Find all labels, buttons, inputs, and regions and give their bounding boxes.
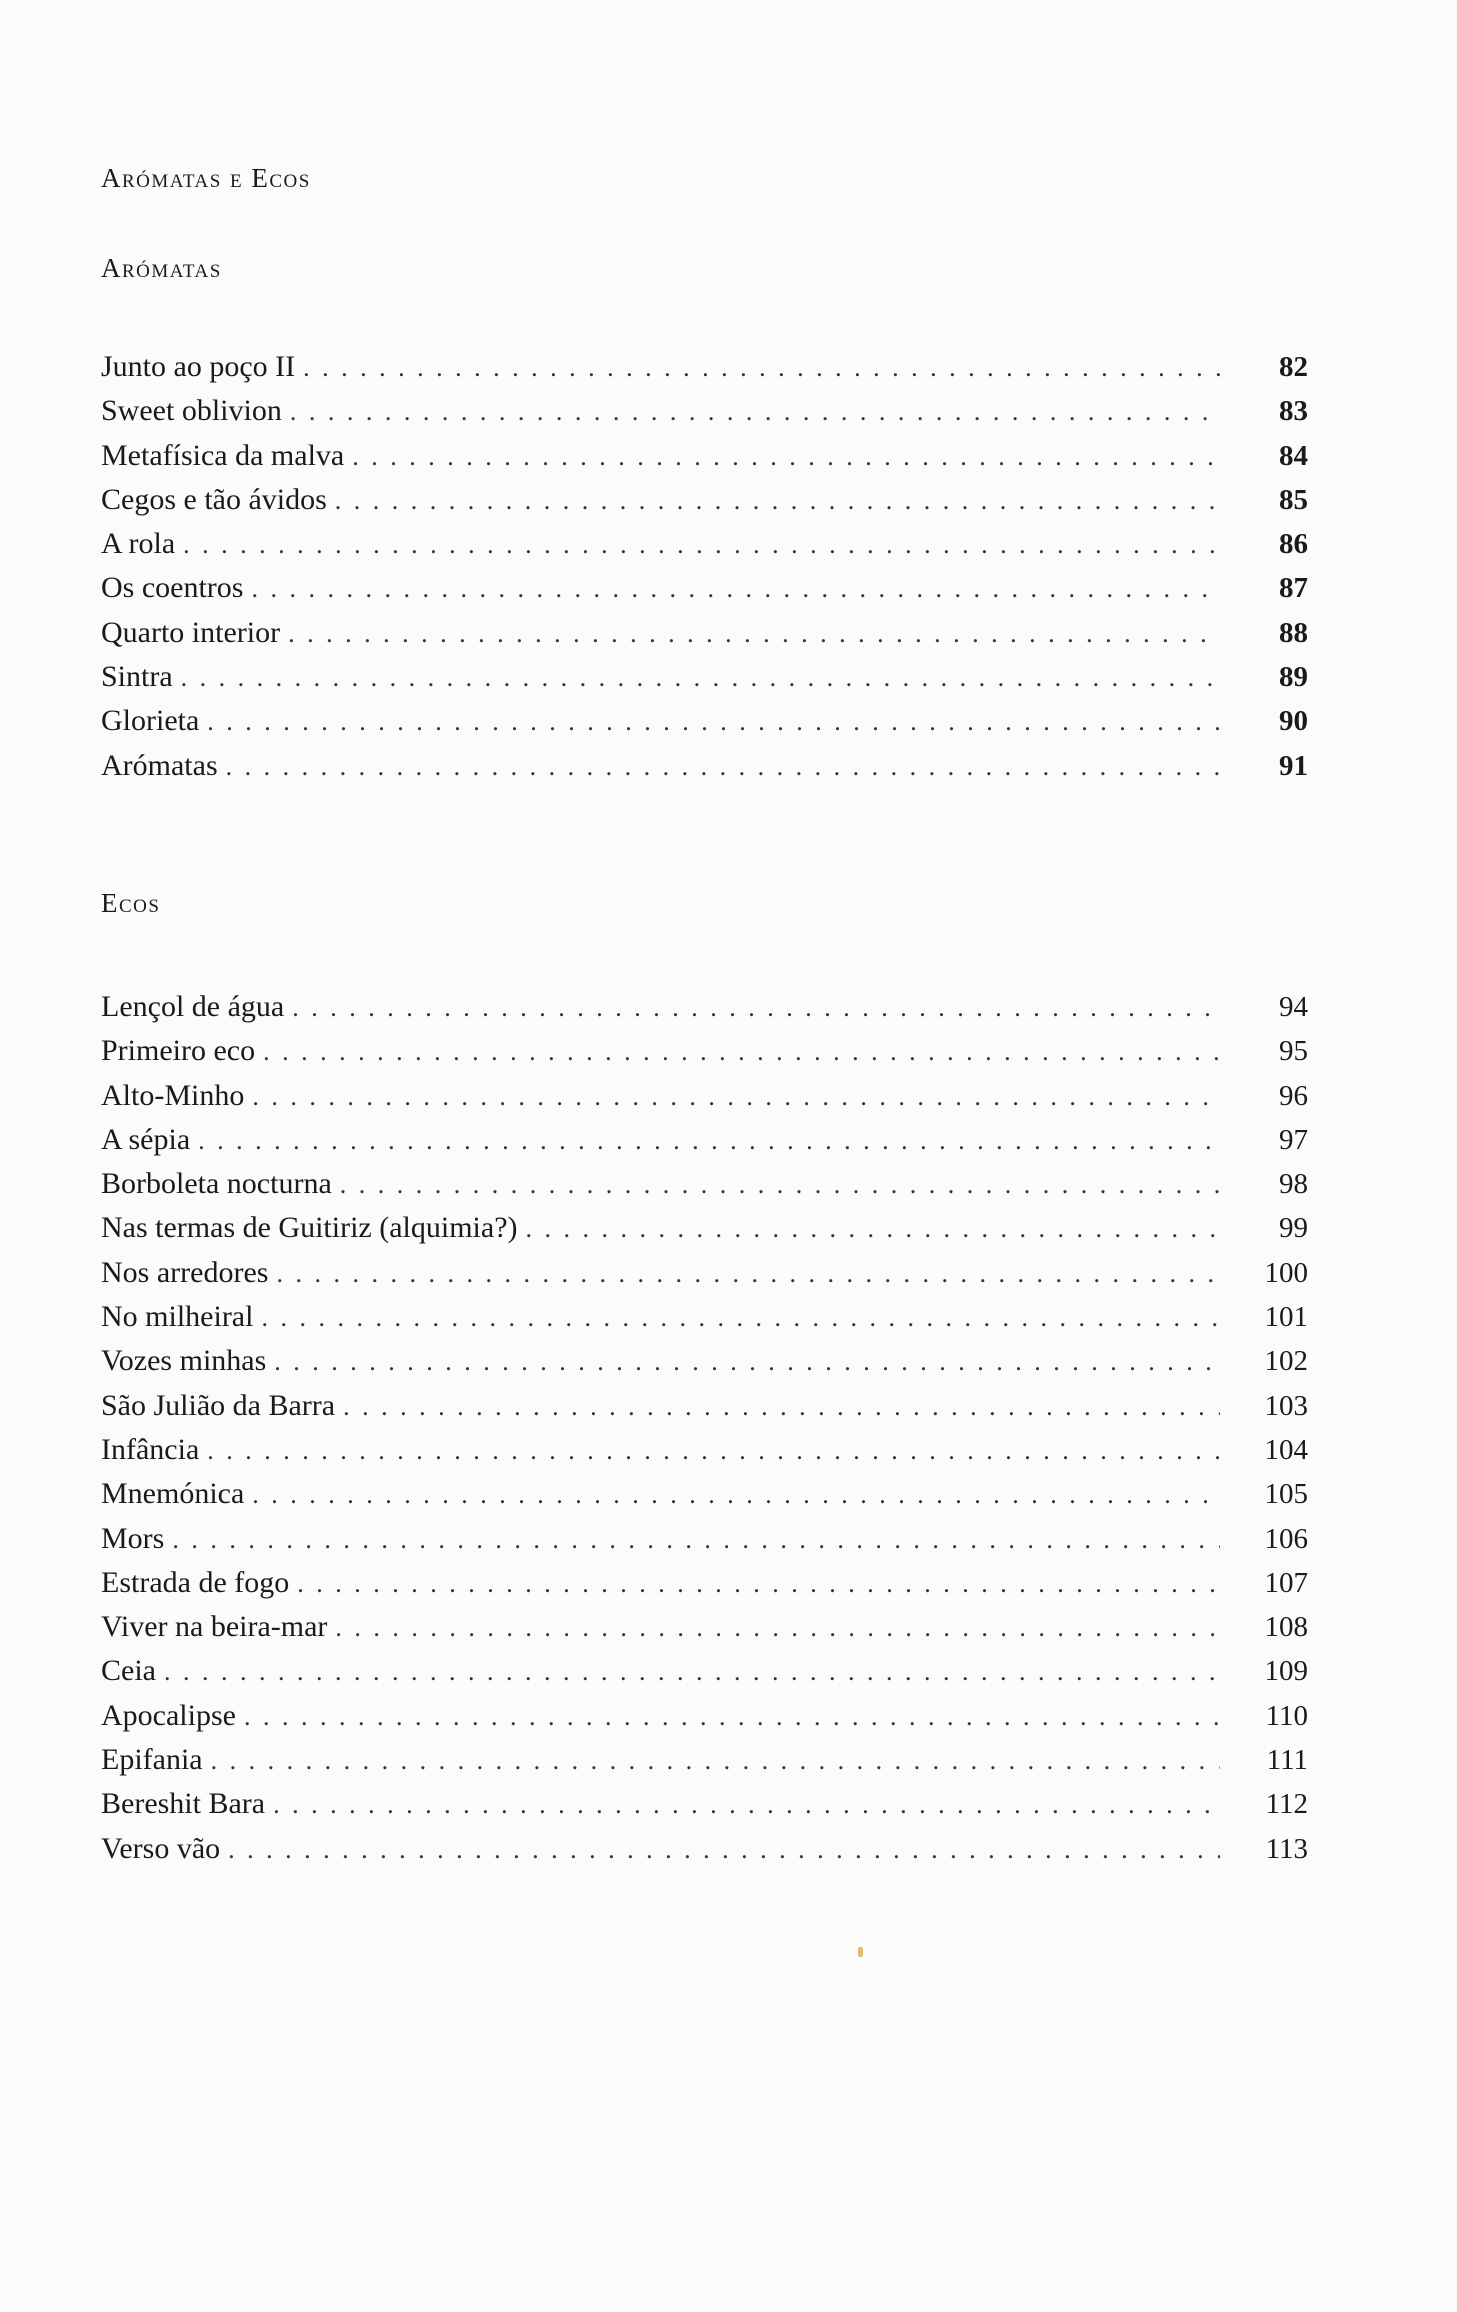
- toc-entry-page-number: 85: [1279, 483, 1308, 516]
- toc-entry-title: Ceia: [101, 1654, 156, 1688]
- dot-leader: [211, 1739, 1220, 1783]
- section-heading-aromatas: Arómatas: [101, 253, 222, 283]
- toc-entry-page-number: 82: [1279, 351, 1308, 383]
- toc-entry-page-number: 89: [1279, 661, 1308, 694]
- dot-leader: [226, 745, 1220, 789]
- toc-entry-page-number: 84: [1279, 439, 1308, 472]
- toc-entry-page-number: 110: [1265, 1699, 1308, 1732]
- dot-leader: [352, 435, 1220, 479]
- toc-entry: [101, 1517, 1308, 1561]
- toc-entry: [101, 1561, 1308, 1605]
- toc-entry-page-number: 86: [1279, 528, 1308, 561]
- toc-entry-page-number: 100: [1264, 1256, 1308, 1289]
- toc-entry-title: Estrada de fogo: [101, 1565, 290, 1599]
- toc-entry-title: Quarto interior: [101, 615, 281, 649]
- toc-entry: [101, 1738, 1308, 1782]
- toc-entry: [101, 389, 1308, 433]
- toc-list-ecos: [101, 985, 1308, 1871]
- toc-entry-title: Verso vão: [101, 1831, 221, 1865]
- toc-entry-title: Nas termas de Guitiriz (alquimia?): [101, 1211, 518, 1245]
- toc-entry: [101, 699, 1308, 743]
- toc-entry: [101, 1694, 1308, 1738]
- toc-entry-title: Sintra: [101, 660, 173, 694]
- toc-entry: [101, 1074, 1308, 1118]
- toc-entry-title: Viver na beira-mar: [101, 1610, 328, 1644]
- running-title: Arómatas e Ecos: [101, 163, 311, 193]
- dot-leader: [292, 986, 1220, 1030]
- toc-entry-page-number: 103: [1264, 1389, 1308, 1422]
- toc-entry: [101, 1029, 1308, 1073]
- toc-entry-page-number: 109: [1264, 1655, 1308, 1688]
- toc-entry: [101, 744, 1308, 788]
- dot-leader: [181, 656, 1220, 700]
- dot-leader: [244, 1695, 1220, 1739]
- toc-entry-page-number: 96: [1279, 1079, 1308, 1112]
- dot-leader: [343, 1385, 1220, 1429]
- dot-leader: [335, 1606, 1220, 1650]
- dot-leader: [297, 1562, 1220, 1606]
- toc-entry: [101, 566, 1308, 610]
- toc-entry-title: A rola: [101, 527, 176, 561]
- toc-entry: [101, 985, 1308, 1029]
- toc-entry-page-number: 88: [1279, 616, 1308, 649]
- toc-entry: [101, 1428, 1308, 1472]
- toc-entry-title: Borboleta nocturna: [101, 1167, 332, 1201]
- toc-entry-page-number: 113: [1265, 1832, 1308, 1865]
- toc-entry: [101, 1295, 1308, 1339]
- toc-entry: [101, 522, 1308, 566]
- dot-leader: [263, 1030, 1220, 1074]
- toc-entry: [101, 1206, 1308, 1250]
- toc-entry-page-number: 98: [1279, 1168, 1308, 1201]
- toc-entry-title: Mnemónica: [101, 1477, 245, 1511]
- toc-entry: [101, 434, 1308, 478]
- dot-leader: [207, 1429, 1220, 1473]
- toc-entry: [101, 1339, 1308, 1383]
- toc-entry-title: Primeiro eco: [101, 1034, 256, 1068]
- dot-leader: [526, 1207, 1220, 1251]
- toc-list-aromatas: [101, 345, 1308, 788]
- toc-entry: [101, 1605, 1308, 1649]
- toc-entry-title: Arómatas: [101, 748, 218, 782]
- toc-entry-title: São Julião da Barra: [101, 1388, 336, 1422]
- toc-entry-page-number: 97: [1279, 1123, 1308, 1156]
- toc-entry-title: Metafísica da malva: [101, 438, 345, 472]
- toc-entry: [101, 1782, 1308, 1826]
- toc-entry-page-number: 105: [1264, 1478, 1308, 1511]
- toc-entry-title: No milheiral: [101, 1300, 254, 1334]
- dot-leader: [288, 612, 1220, 656]
- toc-entry-title: Infância: [101, 1432, 200, 1466]
- toc-entry-page-number: 111: [1266, 1744, 1308, 1777]
- toc-entry-title: Cegos e tão ávidos: [101, 482, 327, 516]
- ink-speck: [858, 1947, 863, 1957]
- dot-leader: [335, 479, 1220, 523]
- toc-entry-title: Sweet oblivion: [101, 394, 282, 428]
- toc-entry: [101, 1472, 1308, 1516]
- toc-entry-title: Glorieta: [101, 704, 200, 738]
- toc-entry-page-number: 83: [1279, 395, 1308, 428]
- toc-entry-title: Os coentros: [101, 571, 244, 605]
- toc-entry-title: Lençol de água: [101, 990, 285, 1023]
- toc-entry-title: Bereshit Bara: [101, 1787, 266, 1821]
- dot-leader: [183, 523, 1220, 567]
- toc-entry-title: Epifania: [101, 1743, 203, 1777]
- section-heading-ecos: Ecos: [101, 888, 161, 918]
- toc-entry-page-number: 108: [1264, 1611, 1308, 1644]
- dot-leader: [276, 1252, 1220, 1296]
- dot-leader: [290, 390, 1220, 434]
- dot-leader: [261, 1296, 1220, 1340]
- toc-entry: [101, 1162, 1308, 1206]
- dot-leader: [228, 1828, 1220, 1872]
- dot-leader: [251, 567, 1220, 611]
- dot-leader: [252, 1075, 1220, 1119]
- dot-leader: [172, 1518, 1220, 1562]
- toc-entry: [101, 1649, 1308, 1693]
- toc-entry: [101, 655, 1308, 699]
- toc-entry: [101, 1827, 1308, 1871]
- dot-leader: [274, 1340, 1220, 1384]
- toc-entry-page-number: 101: [1264, 1301, 1308, 1334]
- toc-entry-page-number: 87: [1279, 572, 1308, 605]
- toc-entry-page-number: 94: [1279, 991, 1308, 1023]
- toc-entry-page-number: 102: [1264, 1345, 1308, 1378]
- dot-leader: [207, 700, 1220, 744]
- toc-entry-title: Alto-Minho: [101, 1078, 245, 1112]
- dot-leader: [252, 1473, 1220, 1517]
- dot-leader: [340, 1163, 1220, 1207]
- dot-leader: [198, 1119, 1220, 1163]
- toc-entry-page-number: 90: [1279, 705, 1308, 738]
- toc-entry-page-number: 107: [1264, 1566, 1308, 1599]
- toc-entry: [101, 611, 1308, 655]
- toc-entry-page-number: 112: [1265, 1788, 1308, 1821]
- toc-entry-title: Vozes minhas: [101, 1344, 267, 1378]
- toc-entry-title: Apocalipse: [101, 1698, 236, 1732]
- toc-entry-page-number: 104: [1264, 1433, 1308, 1466]
- toc-entry: [101, 1251, 1308, 1295]
- toc-entry: [101, 1384, 1308, 1428]
- toc-entry-title: Nos arredores: [101, 1255, 269, 1289]
- toc-entry-page-number: 99: [1279, 1212, 1308, 1245]
- toc-entry-title: A sépia: [101, 1122, 191, 1156]
- toc-entry-page-number: 106: [1264, 1522, 1308, 1555]
- dot-leader: [164, 1650, 1220, 1694]
- toc-entry-title: Mors: [101, 1521, 165, 1555]
- dot-leader: [273, 1783, 1220, 1827]
- dot-leader: [303, 346, 1220, 390]
- toc-entry: [101, 478, 1308, 522]
- toc-entry-page-number: 91: [1279, 749, 1308, 782]
- toc-entry-title: Junto ao poço II: [101, 350, 296, 383]
- toc-entry: [101, 1118, 1308, 1162]
- toc-entry: [101, 345, 1308, 389]
- toc-entry-page-number: 95: [1279, 1035, 1308, 1068]
